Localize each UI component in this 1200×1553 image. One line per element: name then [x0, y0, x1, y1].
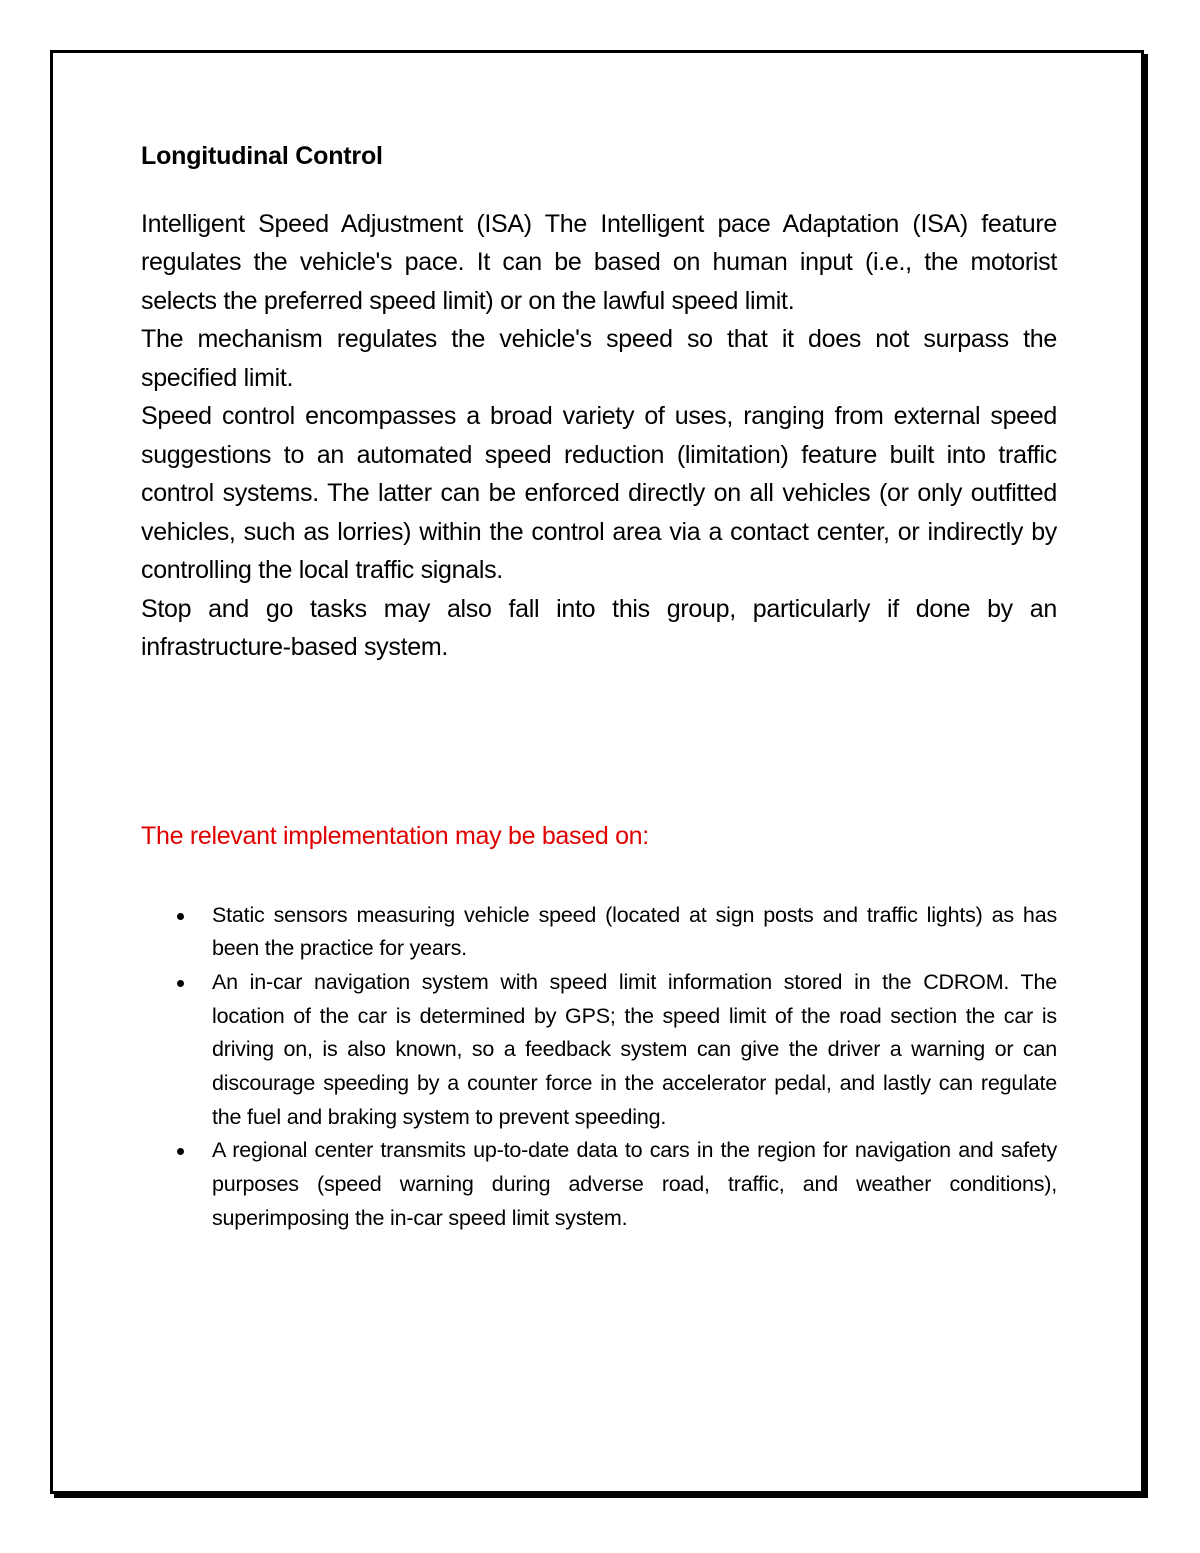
bullet-icon: [177, 980, 184, 987]
paragraph-mechanism: The mechanism regulates the vehicle's speed so that it does not surpass the specified limit.: [141, 325, 1057, 392]
document-body: [141, 140, 1057, 1236]
list-item-text: Static sensors measuring vehicle speed (located at sign posts and traffic lights) as has been the practice for years.: [212, 902, 1057, 961]
list-item: [141, 899, 1057, 966]
page-title: Longitudinal Control: [141, 142, 383, 170]
paragraph-stop-and-go: Stop and go tasks may also fall into this group, particularly if done by an infrastructure-based system.: [141, 594, 1057, 661]
list-item-text: An in-car navigation system with speed limit information stored in the CDROM. The location of the car is determined by GPS; the speed limit of the road section the car is driving on, is also known, so a feedback system can give the driver a warning or can discourage speeding by a counter force in the accelerator pedal, and lastly can regulate the fuel and braking system to prevent speeding.: [212, 969, 1057, 1129]
bullet-icon: [177, 1148, 184, 1155]
list-item: [141, 1134, 1057, 1235]
bullet-icon: [177, 913, 184, 920]
implementation-subheading: The relevant implementation may be based on:: [141, 821, 649, 850]
list-item: [141, 966, 1057, 1135]
paragraph-isa-intro: Intelligent Speed Adjustment (ISA) The Intelligent pace Adaptation (ISA) feature regulates the vehicle's pace. It can be based on human input (i.e., the motorist selects the preferred speed limit) or on the lawful speed limit.: [141, 209, 1057, 315]
implementation-list: [141, 899, 1057, 1236]
paragraph-speed-control: Speed control encompasses a broad variety of uses, ranging from external speed suggestions to an automated speed reduction (limitation) feature built into traffic control systems. The latter can be enforced directly on all vehicles (or only outfitted vehicles, such as lorries) within the control area via a contact center, or indirectly by controlling the local traffic signals.: [141, 402, 1057, 584]
list-item-text: A regional center transmits up-to-date data to cars in the region for navigation and safety purposes (speed warning during adverse road, traffic, and weather conditions), superimposing the in-car speed limit system.: [212, 1138, 1057, 1230]
